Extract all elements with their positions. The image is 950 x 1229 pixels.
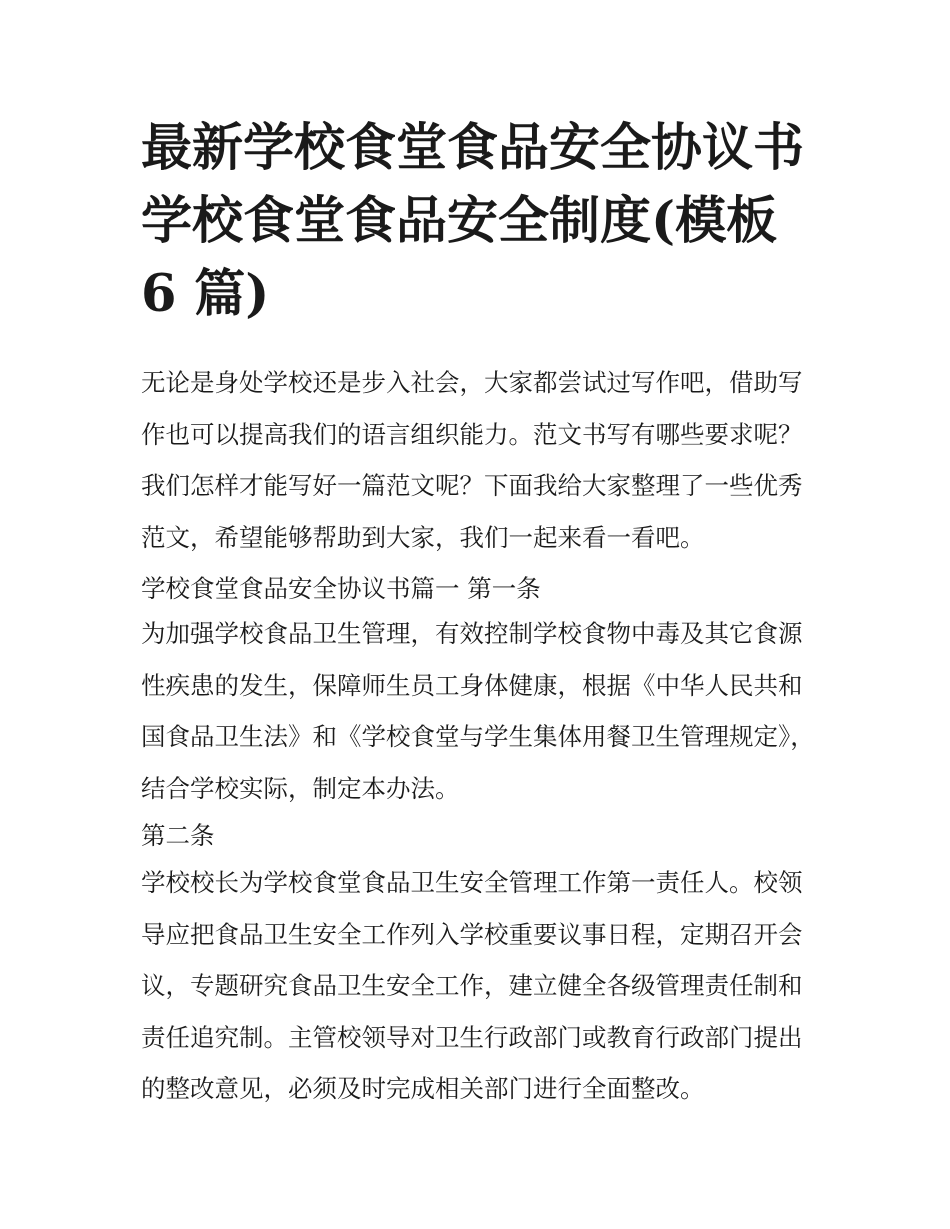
intro-paragraph: 无论是身处学校还是步入社会，大家都尝试过写作吧，借助写作也可以提高我们的语言组织能力。范文书写有哪些要求呢？我们怎样才能写好一篇范文呢？下面我给大家整理了一些优秀范文，希望能够帮助到大家，我们一起来看一看吧。 (141, 368, 803, 552)
section-heading-1: 学校食堂食品安全协议书篇一 第一条 (141, 574, 541, 603)
article-2-paragraph: 学校校长为学校食堂食品卫生安全管理工作第一责任人。校领导应把食品卫生安全工作列入学校重要议事日程，定期召开会议，专题研究食品卫生安全工作，建立健全各级管理责任制和责任追究制。主管校领导对卫生行政部门或教育行政部门提出的整改意见，必须及时完成相关部门进行全面整改。 (141, 868, 803, 1103)
document-title: 最新学校食堂食品安全协议书 学校食堂食品安全制度(模板 6 篇) (141, 118, 805, 324)
article-1-paragraph: 为加强学校食品卫生管理，有效控制学校食物中毒及其它食源性疾患的发生，保障师生员工身体健康，根据《中华人民共和国食品卫生法》和《学校食堂与学生集体用餐卫生管理规定》，结合学校实际，制定本办法。 (141, 619, 815, 803)
article-2-heading: 第二条 (141, 821, 215, 850)
